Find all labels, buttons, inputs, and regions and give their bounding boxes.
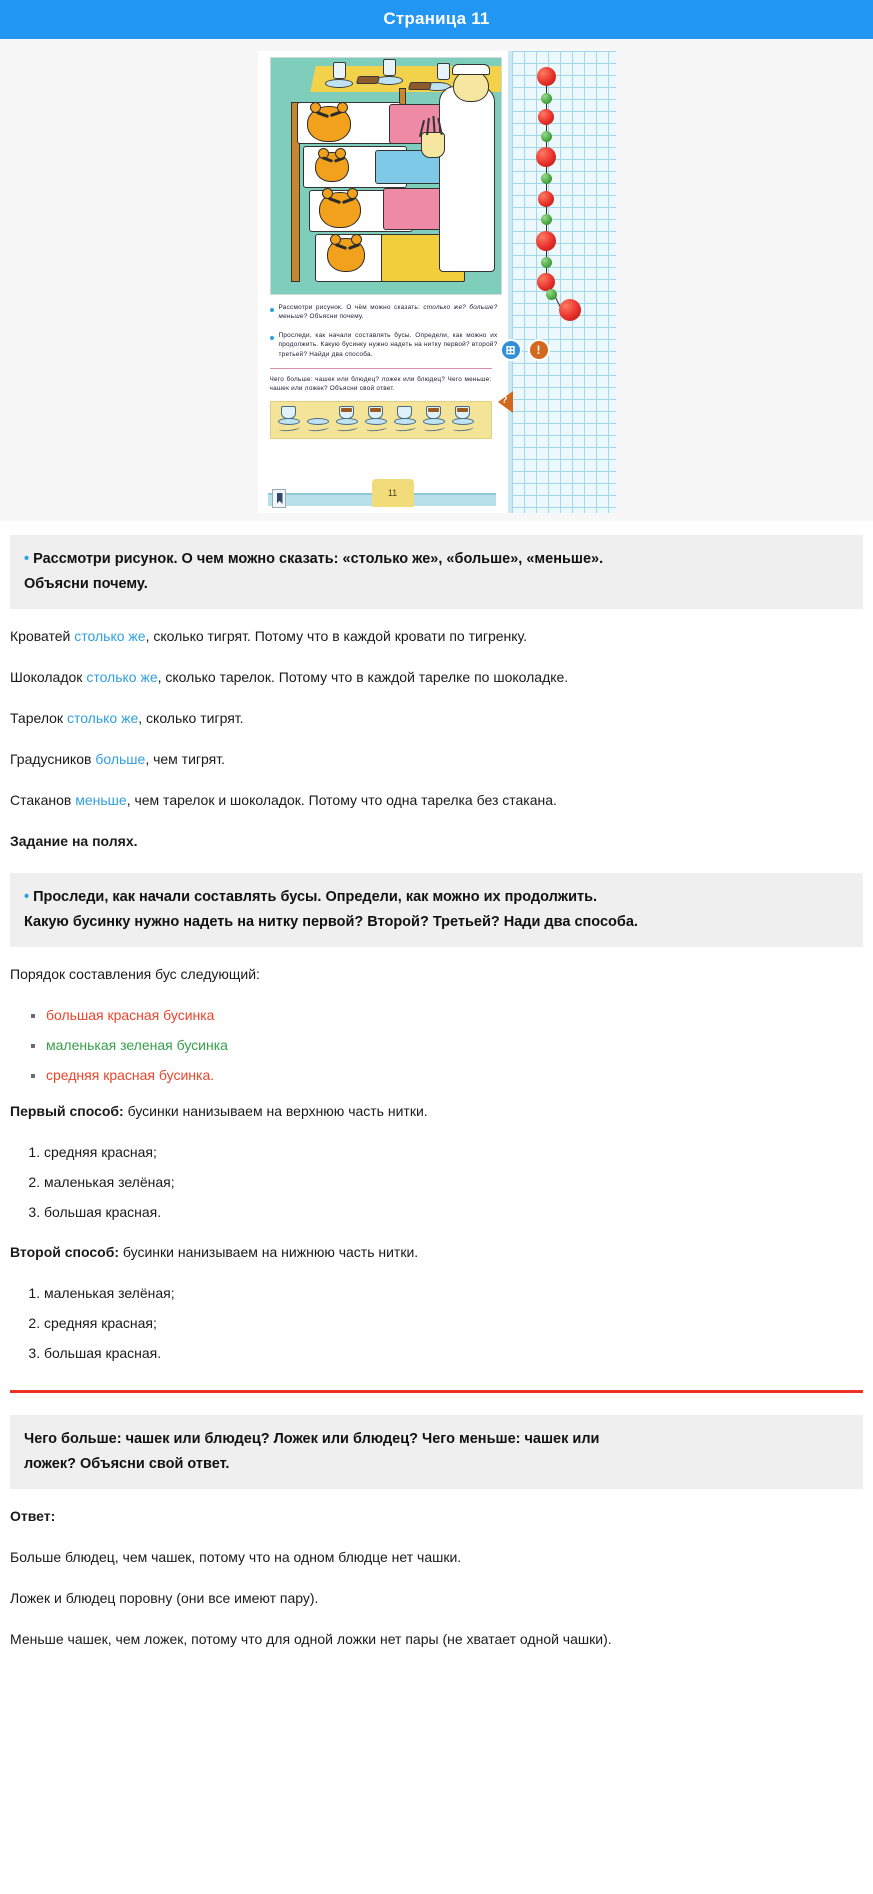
doctor-hat	[452, 64, 490, 75]
task-1-box	[10, 535, 863, 609]
spoon-icon	[452, 424, 474, 432]
bead-order-item-3: средняя красная бусинка.	[46, 1067, 215, 1083]
grid-badge-glyph: ⊞	[505, 343, 516, 357]
list-item: 3. большая красная.	[44, 1344, 863, 1362]
list-item: 1. средняя красная;	[44, 1143, 863, 1161]
chocolate-icon	[356, 76, 380, 84]
cup-saucer-spoon-set	[422, 404, 447, 434]
method-1-text: бусинки нанизываем на верхнюю часть нитки.	[123, 1103, 428, 1119]
bullet-dot-icon	[270, 336, 274, 340]
list-item: 2. маленькая зелёная;	[44, 1173, 863, 1191]
scan-page-footer	[262, 487, 502, 509]
list-item	[46, 1036, 863, 1054]
task-3-box	[10, 1415, 863, 1489]
task-1-bullet: •	[24, 551, 30, 567]
bead-green-small	[541, 214, 552, 225]
answer-line: Больше блюдец, чем чашек, потому что на одном блюдце нет чашки.	[10, 1549, 462, 1565]
method-2-line	[10, 1243, 863, 1262]
page-number-tab	[372, 479, 414, 507]
spoon-icon	[336, 424, 358, 432]
task-3-line-2: ложек? Объясни свой ответ.	[24, 1456, 230, 1472]
scan-task-1-head: Рассмотри рисунок. О чём можно сказать:	[278, 304, 424, 311]
illustration-tigers-and-doctor	[270, 57, 502, 295]
scan-task-1-italic: столько же? больше? меньше?	[278, 304, 498, 321]
method-1-steps	[10, 1143, 863, 1221]
scan-question-text: Чего больше: чашек или блюдец? ложек или блюдец? Чего меньше: чашек или ложек? Объясни свой ответ.	[269, 376, 492, 393]
answer-label: Ответ:	[10, 1508, 56, 1524]
answer-text-before: Тарелок	[10, 710, 67, 726]
bead-order-intro: Порядок составления бус следующий:	[10, 966, 260, 982]
glass-icon	[437, 63, 450, 80]
tiger-cub-icon	[319, 192, 361, 228]
scan-task-2-text: Проследи, как начали составлять бусы. Определи, как можно их продолжить. Какую бусинку нужно надеть на нитку первой? второй? третьей? Найди два способа.	[278, 331, 498, 358]
answer-line	[10, 627, 863, 646]
bead-order-list	[10, 1006, 863, 1084]
page-title: Страница 11	[383, 9, 490, 28]
bead-red-large	[559, 299, 581, 321]
answer-line	[10, 750, 863, 769]
answer-highlight: меньше	[75, 792, 127, 808]
bead-order-item-2: маленькая зеленая бусинка	[46, 1037, 228, 1053]
spoon-icon	[394, 424, 416, 432]
task-1-line-1: Рассмотри рисунок. О чем можно сказать: «столько же», «больше», «меньше».	[33, 551, 604, 567]
answer-text-after: , чем тарелок и шоколадок. Потому что одна тарелка без стакана.	[126, 792, 557, 808]
answer-text-after: , сколько тарелок. Потому что в каждой тарелке по шоколадке.	[157, 669, 569, 685]
cup-saucer-spoon-set	[277, 404, 302, 434]
bead-green-small	[541, 257, 552, 268]
scan-divider	[270, 368, 492, 369]
answer-text-after: , чем тигрят.	[145, 751, 225, 767]
cup-icon	[397, 406, 412, 419]
task-2-line-1: Проследи, как начали составлять бусы. Определи, как можно их продолжить.	[33, 889, 598, 905]
article-content	[0, 535, 873, 1697]
scan-task-list	[270, 303, 498, 359]
grid-badge-icon[interactable]	[500, 339, 522, 361]
list-item: 2. средняя красная;	[44, 1314, 863, 1332]
bead-green-small	[546, 289, 557, 300]
tiger-cub-icon	[315, 152, 349, 182]
answer-text-before: Шоколадок	[10, 669, 87, 685]
method-2-text: бусинки нанизываем на нижнюю часть нитки.	[119, 1244, 419, 1260]
bullet-dot-icon	[270, 308, 274, 312]
answer-highlight: столько же	[86, 669, 158, 685]
answer-line: Меньше чашек, чем ложек, потому что для одной ложки нет пары (не хватает одной чашки).	[10, 1631, 612, 1647]
bead-green-small	[541, 93, 552, 104]
cup-saucer-spoon-set	[335, 404, 360, 434]
doctor-figure	[439, 86, 495, 272]
method-2-label: Второй способ:	[10, 1244, 120, 1260]
task-2-bullet: •	[24, 889, 30, 905]
margin-task-label: Задание на полях.	[10, 833, 138, 849]
answer-highlight: больше	[95, 751, 146, 767]
tiger-cub-icon	[327, 238, 365, 272]
bead-red-large	[536, 231, 556, 251]
scan-task-1-tail: Объясни почему.	[307, 313, 364, 321]
task-2-line-2: Какую бусинку нужно надеть на нитку первой? Второй? Третьей? Нади два способа.	[24, 914, 638, 930]
spoon-icon	[423, 424, 445, 432]
bead-green-small	[541, 173, 552, 184]
page-number: 11	[387, 488, 398, 498]
cups-and-saucers-strip	[270, 401, 492, 439]
page-title-bar	[0, 0, 873, 39]
cup-saucer-spoon-set	[393, 404, 418, 434]
question-arrow-glyph: ?	[501, 395, 508, 406]
answer-line	[10, 709, 863, 728]
spoon-icon	[365, 424, 387, 432]
list-item	[46, 1066, 863, 1084]
exclamation-badge-icon[interactable]	[528, 339, 550, 361]
method-1-label: Первый способ:	[10, 1103, 124, 1119]
thermometer-cup	[421, 132, 445, 158]
cup-icon	[368, 406, 383, 419]
bead-order-item-1: большая красная бусинка	[46, 1007, 215, 1023]
section-divider	[10, 1390, 863, 1393]
task-1-line-2: Объясни почему.	[24, 576, 148, 592]
plate-icon	[325, 79, 353, 88]
textbook-scan	[258, 51, 616, 513]
cup-icon	[426, 406, 441, 419]
bead-red-large	[537, 67, 556, 86]
method-2-steps	[10, 1284, 863, 1362]
bead-red-large	[536, 147, 556, 167]
spoon-icon	[278, 424, 300, 432]
answer-line: Ложек и блюдец поровну (они все имеют пару).	[10, 1590, 319, 1606]
scan-margin-grid	[501, 51, 616, 513]
question-arrow-icon[interactable]	[498, 391, 513, 413]
exclamation-badge-glyph: !	[536, 343, 541, 357]
chocolate-icon	[408, 82, 432, 90]
cup-icon	[455, 406, 470, 419]
bookmark-icon	[272, 489, 286, 508]
glass-icon	[383, 59, 396, 76]
answer-highlight: столько же	[66, 710, 139, 726]
answer-highlight: столько же	[74, 628, 146, 644]
cup-saucer-spoon-set	[364, 404, 389, 434]
list-item: 3. большая красная.	[44, 1203, 863, 1221]
cup-icon	[339, 406, 354, 419]
answer-text-after: , сколько тигрят. Потому что в каждой кровати по тигренку.	[145, 628, 528, 644]
scan-task-item	[270, 303, 498, 322]
cup-icon	[281, 406, 296, 419]
scan-task-item	[270, 331, 498, 359]
glass-icon	[333, 62, 346, 79]
answer-text-before: Градусников	[10, 751, 96, 767]
spoon-icon	[307, 424, 329, 432]
tiger-cub-icon	[307, 106, 351, 142]
answer-text-before: Кроватей	[10, 628, 75, 644]
bead-green-small	[541, 131, 552, 142]
textbook-scan-container	[0, 39, 873, 521]
cup-saucer-spoon-set	[306, 404, 331, 434]
scan-task-1-text	[279, 303, 498, 322]
list-item: 1. маленькая зелёная;	[44, 1284, 863, 1302]
answer-line	[10, 668, 863, 687]
answer-line	[10, 791, 863, 810]
list-item	[46, 1006, 863, 1024]
bead-red-medium	[538, 109, 554, 125]
scan-page-body	[258, 51, 508, 513]
answer-text-after: , сколько тигрят.	[138, 710, 244, 726]
task-3-line-1: Чего больше: чашек или блюдец? Ложек или блюдец? Чего меньше: чашек или	[24, 1431, 600, 1447]
method-1-line	[10, 1102, 863, 1121]
cup-saucer-spoon-set	[451, 404, 476, 434]
answer-text-before: Стаканов	[10, 792, 76, 808]
bead-red-medium	[538, 191, 554, 207]
task-2-box	[10, 873, 863, 947]
